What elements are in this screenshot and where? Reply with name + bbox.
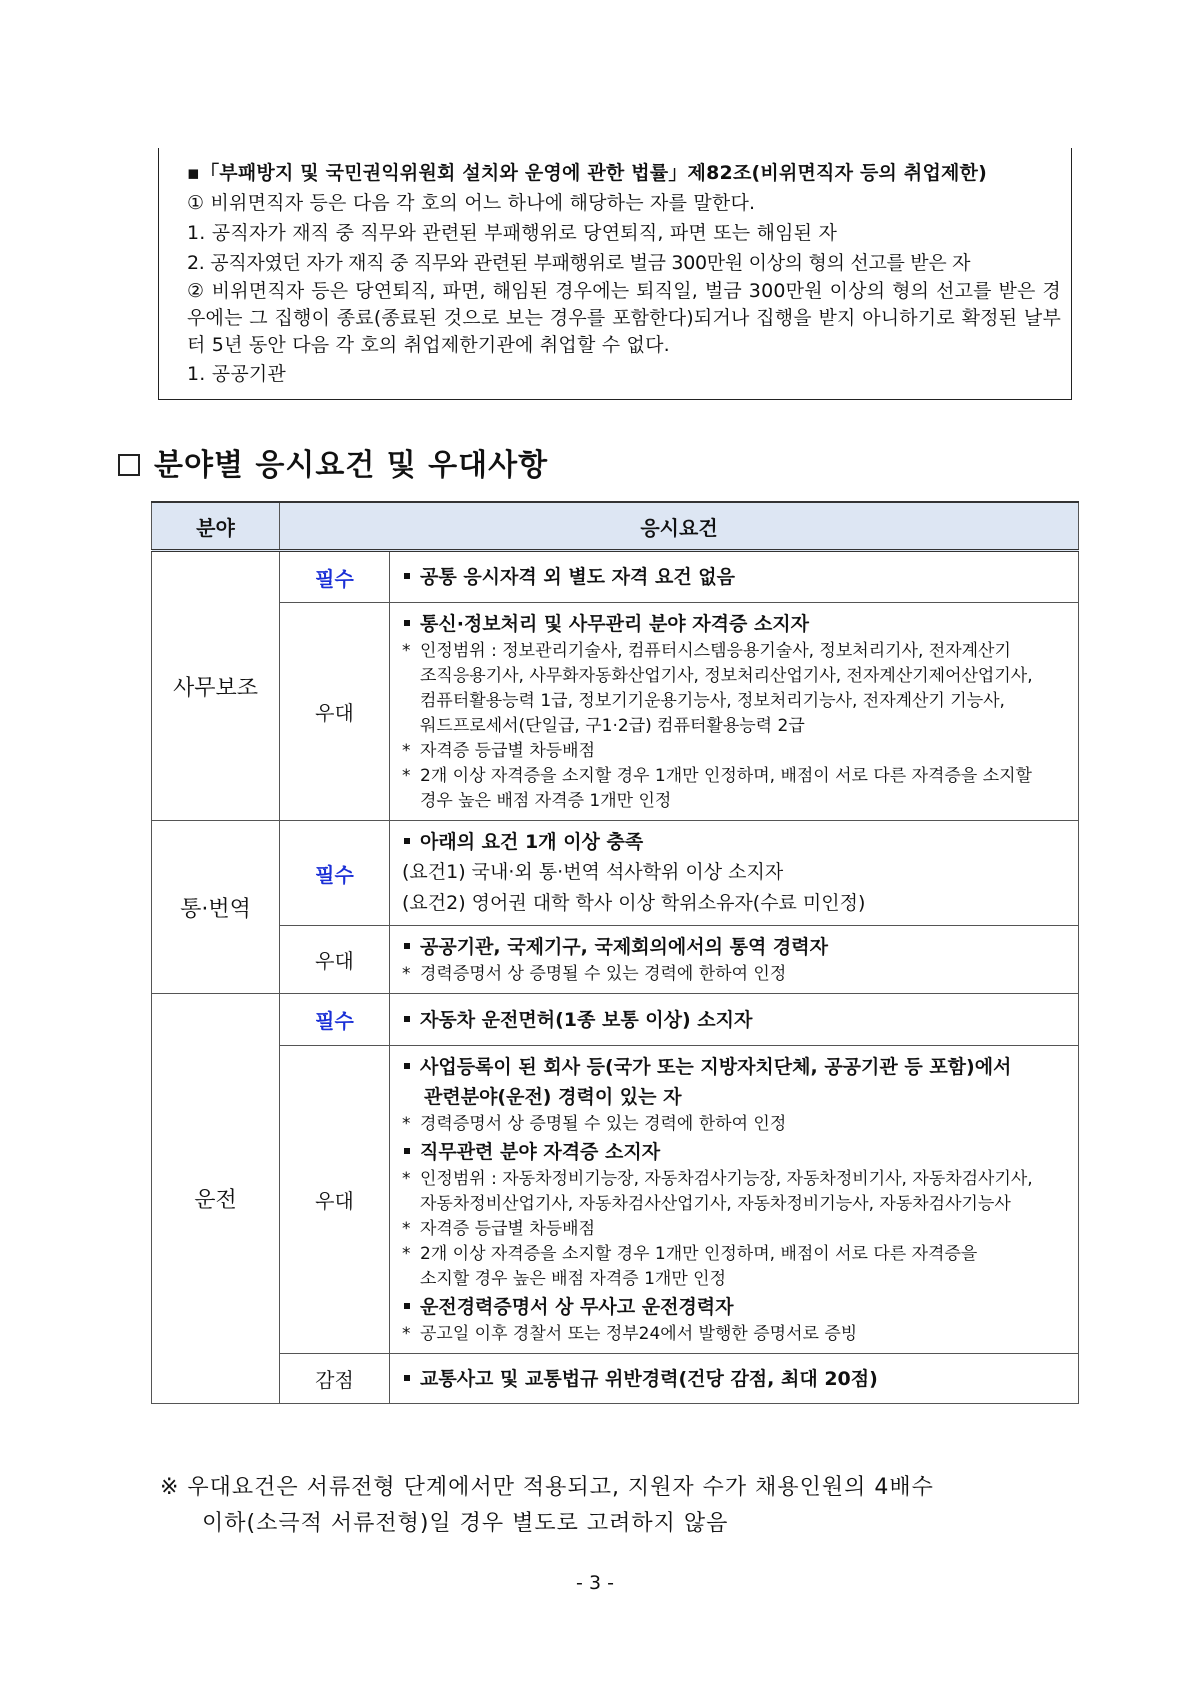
bullet-icon — [404, 1016, 410, 1022]
bullet-icon — [404, 573, 410, 579]
bullet-icon — [404, 1303, 410, 1309]
table-row: 사무보조 필수 공통 응시자격 외 별도 자격 요건 없음 — [152, 551, 1079, 603]
label-required: 필수 — [280, 821, 390, 926]
page-number: - 3 - — [576, 1572, 614, 1594]
field-office: 사무보조 — [152, 551, 280, 821]
table-row: 감점 교통사고 및 교통법규 위반경력(건당 감점, 최대 20점) — [152, 1354, 1079, 1404]
table-row: 운전 필수 자동차 운전면허(1종 보통 이상) 소지자 — [152, 994, 1079, 1046]
table-row: 우대 사업등록이 된 회사 등(국가 또는 지방자치단체, 공공기관 등 포함)에서 관련분야(운전) 경력이 있는 자 * 경력증명서 상 증명될 수 있는 경력에 한하여 인정 직무관련 분야 자격증 소지자 * 인정범위 : 자동차정비기능장, 자동차검사기능장, 자동차정비기사, 자동차검사기사, 자동차정비산업기사, 자동차검사산업기사, 자동차정비기능사, 자동차검사기능사 * 자격증 등급별 차등배점 * 2개 이상 자격증을 소지할 경우 1개만 인정하며, 배점이 서로 다른 자격증을 소지할 경우 높은 배점 자격증 1개만 인정 운전경력증명서 상 무사고 운전경력자 * 공고일 이후 경찰서 또는 정부24에서 발행한 증명서로 증빙 — [152, 1046, 1079, 1354]
law-item-public: 1. 공공기관 — [187, 363, 286, 385]
table-row: 우대 공공기관, 국제기구, 국제회의에서의 통역 경력자 * 경력증명서 상 증명될 수 있는 경력에 한하여 인정 — [152, 926, 1079, 994]
law-clause-2: ② 비위면직자 등은 당연퇴직, 파면, 해임된 경우에는 퇴직일, 벌금 300만원 이상의 형의 선고를 받은 경우에는 그 집행이 종료(종료된 것으로 보는 경우를 포함한다)되거나 집행을 받지 아니하기로 확정된 날부터 5년 동안 다음 각 호의 취업제한기관에 취업할 수 없다. — [187, 280, 1061, 356]
law-clause-1: ① 비위면직자 등은 다음 각 호의 어느 하나에 해당하는 자를 말한다. — [187, 192, 756, 214]
table-row: 통·번역 필수 아래의 요건 1개 이상 충족 (요건1) 국내·외 통·번역 석사학위 이상 소지자 (요건2) 영어권 대학 학사 이상 학위소유자(수료 미인정) — [152, 821, 1079, 926]
bullet-icon — [404, 1375, 410, 1381]
requirements-table — [151, 501, 1079, 1404]
bullet-icon — [404, 1148, 410, 1154]
label-required: 필수 — [280, 994, 390, 1046]
checkbox-square-icon — [118, 454, 140, 476]
label-preferred: 우대 — [280, 1046, 390, 1354]
field-driving: 운전 — [152, 994, 280, 1404]
law-excerpt-box — [158, 148, 1072, 400]
table-header-row — [152, 502, 1079, 551]
law-title: ▪「부패방지 및 국민권익위원회 설치와 운영에 관한 법률」제82조(비위면직자 등의 취업제한) — [187, 162, 987, 184]
bullet-icon — [404, 620, 410, 626]
header-requirements: 응시요건 — [280, 502, 1079, 551]
bullet-icon — [404, 838, 410, 844]
label-preferred: 우대 — [280, 603, 390, 821]
bullet-icon — [404, 1063, 410, 1069]
law-item-1: 1. 공직자가 재직 중 직무와 관련된 부패행위로 당연퇴직, 파면 또는 해임된 자 — [187, 222, 838, 244]
section-title: 분야별 응시요건 및 우대사항 — [118, 440, 548, 484]
law-item-2: 2. 공직자였던 자가 재직 중 직무와 관련된 부패행위로 벌금 300만원 이상의 형의 선고를 받은 자 — [187, 252, 971, 274]
label-preferred: 우대 — [280, 926, 390, 994]
field-translation: 통·번역 — [152, 821, 280, 994]
table-row: 우대 통신·정보처리 및 사무관리 분야 자격증 소지자 * 인정범위 : 정보관리기술사, 컴퓨터시스템응용기술사, 정보처리기사, 전자계산기 조직응용기사, 사무화자동화산업기사, 정보처리산업기사, 전자계산기제어산업기사, 컴퓨터활용능력 1급, 정보기기운용기능사, 정보처리기능사, 전자계산기 기능사, 워드프로세서(단일급, 구1·2급) 컴퓨터활용능력 2급 * 자격증 등급별 차등배점 * 2개 이상 자격증을 소지할 경우 1개만 인정하며, 배점이 서로 다른 자격증을 소지할 경우 높은 배점 자격증 1개만 인정 — [152, 603, 1079, 821]
footnote: ※ 우대요건은 서류전형 단계에서만 적용되고, 지원자 수가 채용인원의 4배수 이하(소극적 서류전형)일 경우 별도로 고려하지 않음 — [160, 1475, 934, 1536]
header-field: 분야 — [152, 502, 280, 551]
label-required: 필수 — [280, 551, 390, 603]
label-deduct: 감점 — [280, 1354, 390, 1404]
bullet-icon — [404, 943, 410, 949]
